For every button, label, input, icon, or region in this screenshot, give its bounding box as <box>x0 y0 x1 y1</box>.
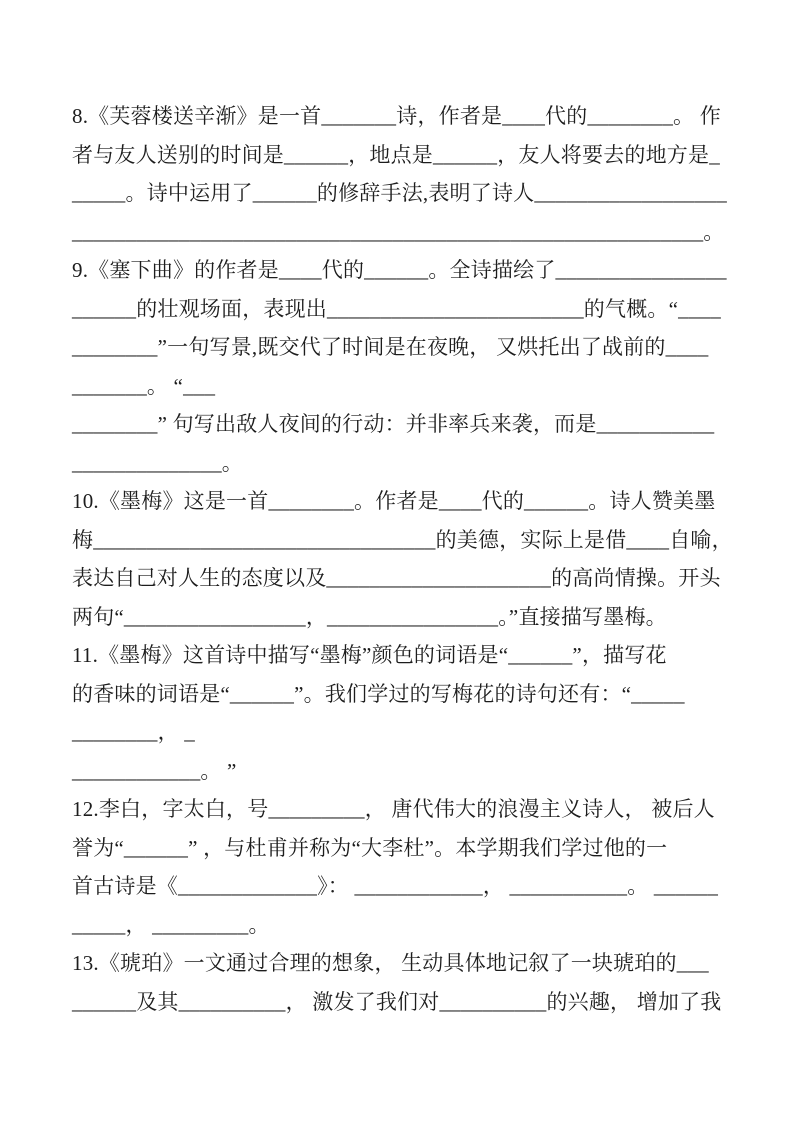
question-10-line-2: 梅________________________________的美德，实际上是借____自喻， <box>72 527 733 552</box>
question-13-line-2: ______及其__________， 激发了我们对__________的兴趣， 增加了我 <box>72 989 722 1014</box>
question-11-line-2: 的香味的词语是“______”。我们学过的写梅花的诗句还有：“_____ <box>72 681 685 706</box>
question-8 <box>72 97 732 251</box>
question-12-line-3: 首古诗是《_____________》： ____________， ___________。 ______ <box>72 874 719 898</box>
question-13 <box>72 944 732 1021</box>
question-8-line-4: ___________________________________________________________。 <box>72 219 725 244</box>
question-10-line-1: 10.《墨梅》这是一首________。作者是____代的______。诗人赞美墨 <box>72 489 716 513</box>
question-9-line-1: 9.《塞下曲》的作者是____代的______。全诗描绘了________________ <box>72 258 727 282</box>
question-10-line-4: 两句“_________________，________________。”直接描写墨梅。 <box>72 604 667 629</box>
question-12-line-4: _____， _________。 <box>72 912 270 937</box>
question-10-line-3: 表达自己对人生的态度以及_____________________的高尚情操。开头 <box>72 566 721 590</box>
question-12-line-2: 誉为“______” ，与杜甫并称为“大李杜”。本学期我们学过他的一 <box>72 835 668 860</box>
question-12 <box>72 790 732 944</box>
question-13-line-1: 13.《琥珀》一文通过合理的想象， 生动具体地记叙了一块琥珀的___ <box>72 951 709 975</box>
question-8-line-3: _____。诗中运用了______的修辞手法,表明了诗人__________________ <box>72 181 727 205</box>
question-11-line-1: 11.《墨梅》这首诗中描写“墨梅”颜色的词语是“______”，描写花 <box>72 643 667 667</box>
question-9-line-3: ________”一句写景,既交代了时间是在夜晚， 又烘托出了战前的____ <box>72 335 709 359</box>
question-11-line-3: ________， _ <box>72 720 195 744</box>
question-10 <box>72 482 732 636</box>
question-8-line-1: 8.《芙蓉楼送辛渐》是一首_______诗，作者是____代的________。 作 <box>72 104 721 128</box>
question-9-line-2: ______的壮观场面，表现出________________________的气概。“____ <box>72 296 721 321</box>
question-9-line-4: _______。 “___ <box>72 373 216 398</box>
question-9 <box>72 251 732 482</box>
question-9-line-5: ________” 句写出敌人夜间的行动：并非率兵来袭，而是___________ <box>72 412 715 436</box>
question-12-line-1: 12.李白，字太白，号_________， 唐代伟大的浪漫主义诗人， 被后人 <box>72 797 715 821</box>
worksheet-content <box>72 97 732 1021</box>
question-11 <box>72 636 732 790</box>
question-11-line-4: ____________。 ” <box>72 758 237 783</box>
question-8-line-2: 者与友人送别的时间是______，地点是______，友人将要去的地方是_ <box>72 142 720 167</box>
question-9-line-6: ______________。 <box>72 450 243 475</box>
